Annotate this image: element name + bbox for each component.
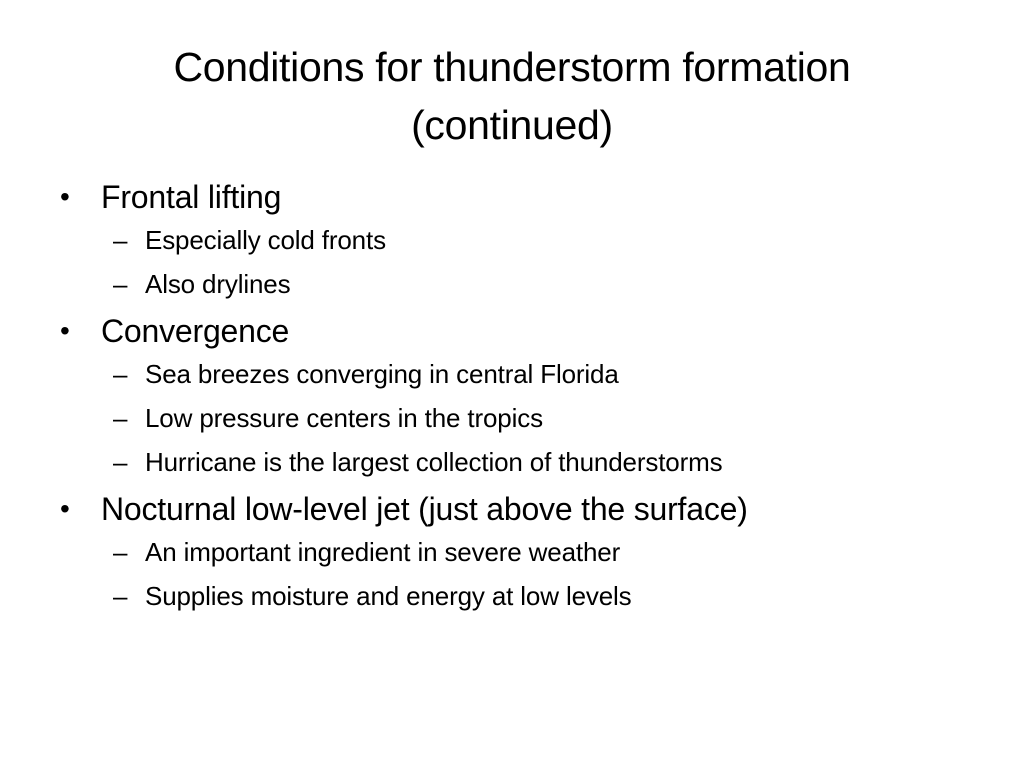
dash-icon: – — [113, 269, 128, 299]
title-line-1: Conditions for thunderstorm formation — [173, 44, 851, 90]
sub-bullet-text: An important ingredient in severe weather — [145, 537, 621, 567]
dash-icon: – — [113, 447, 128, 477]
bullet-text: Frontal lifting — [101, 179, 282, 215]
sub-bullet-item — [58, 530, 988, 574]
bullet-group-low-level-jet — [58, 488, 988, 618]
sub-bullet-text: Especially cold fronts — [145, 225, 386, 255]
bullet-icon: • — [60, 315, 70, 346]
bullet-item — [58, 488, 988, 530]
bullet-group-convergence — [58, 310, 988, 484]
bullet-icon: • — [60, 181, 70, 212]
bullet-item — [58, 310, 988, 352]
dash-icon: – — [113, 225, 128, 255]
bullet-icon: • — [60, 493, 70, 524]
slide-title — [60, 38, 964, 154]
bullet-text: Convergence — [101, 313, 290, 349]
sub-bullet-text: Hurricane is the largest collection of thunderstorms — [145, 447, 723, 477]
dash-icon: – — [113, 537, 128, 567]
bullet-group-frontal-lifting — [58, 176, 988, 306]
sub-bullet-item — [58, 396, 988, 440]
sub-bullet-item — [58, 440, 988, 484]
sub-bullet-text: Also drylines — [145, 269, 291, 299]
sub-bullet-text: Sea breezes converging in central Florida — [145, 359, 619, 389]
bullet-item — [58, 176, 988, 218]
dash-icon: – — [113, 359, 128, 389]
dash-icon: – — [113, 403, 128, 433]
bullet-list — [58, 176, 988, 622]
dash-icon: – — [113, 581, 128, 611]
sub-bullet-text: Supplies moisture and energy at low levels — [145, 581, 632, 611]
sub-bullet-item — [58, 218, 988, 262]
bullet-text: Nocturnal low-level jet (just above the surface) — [101, 491, 748, 527]
sub-bullet-item — [58, 262, 988, 306]
sub-bullet-item — [58, 352, 988, 396]
sub-bullet-text: Low pressure centers in the tropics — [145, 403, 543, 433]
sub-bullet-item — [58, 574, 988, 618]
title-line-2: (continued) — [411, 102, 613, 148]
